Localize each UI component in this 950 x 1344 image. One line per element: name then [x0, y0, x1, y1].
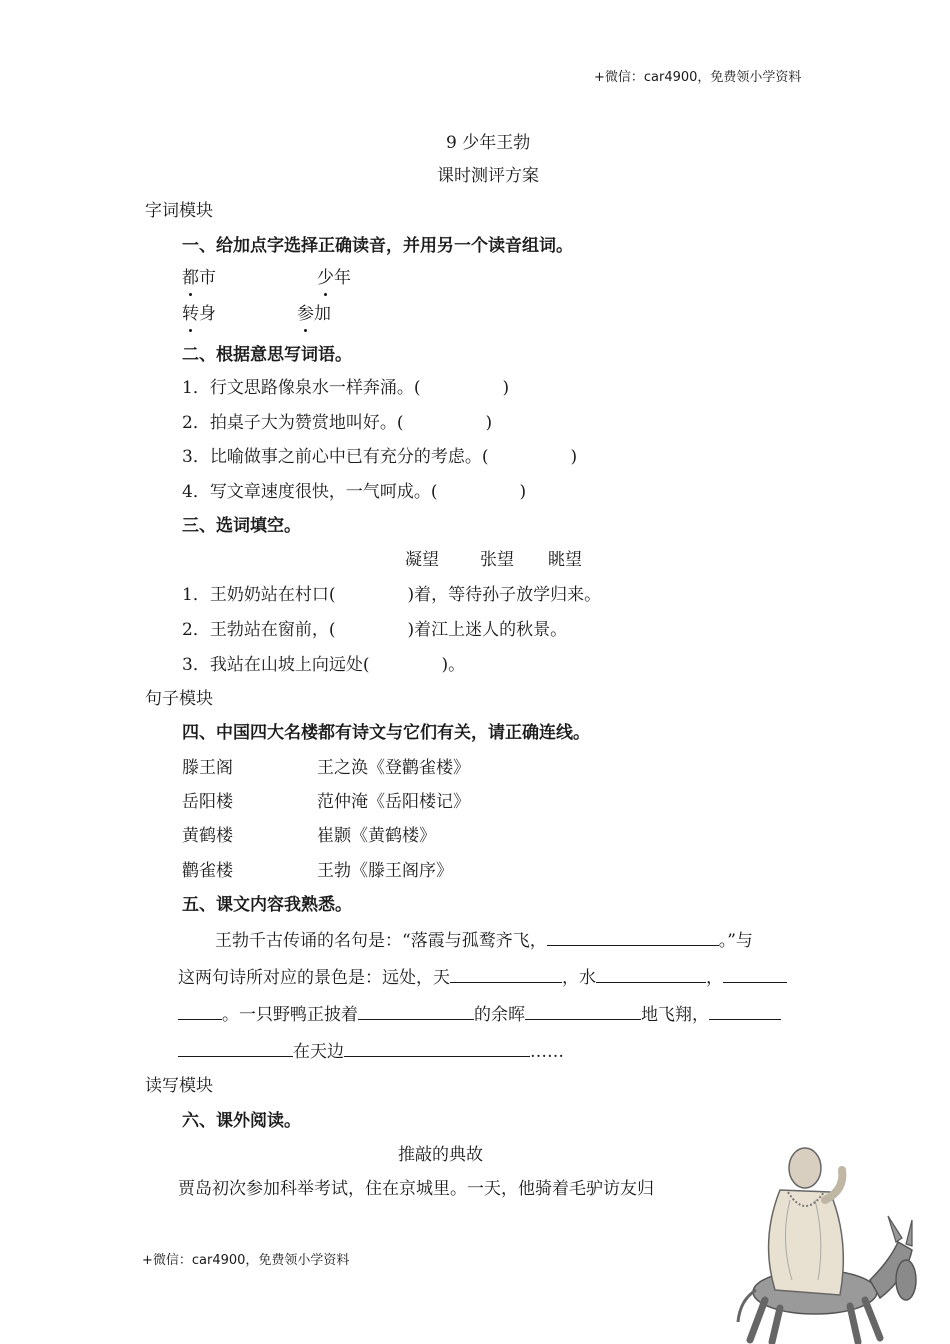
q1-dotted-char: 转	[182, 299, 199, 324]
q2-item: 1．行文思路像泉水一样奔涌。( )	[182, 378, 510, 398]
q1-item	[317, 263, 351, 288]
q5-line: 在天边 ……	[178, 1037, 564, 1062]
q2-item: 3．比喻做事之前心中已有充分的考虑。( )	[182, 447, 578, 467]
q2-item: 2．拍桌子大为赞赏地叫好。( )	[182, 413, 493, 433]
q1-item	[297, 299, 331, 324]
answer-blank[interactable]	[709, 1003, 781, 1020]
q4-poem[interactable]: 范仲淹《岳阳楼记》	[317, 792, 470, 812]
q1-item	[182, 263, 216, 288]
lesson-title: 9 少年王勃	[446, 133, 531, 153]
q4-tower[interactable]: 岳阳楼	[182, 792, 233, 812]
q5-line: 王勃千古传诵的名句是：“落霞与孤鹜齐飞， 。”与	[215, 931, 753, 951]
q3-item: 2．王勃站在窗前，( )着江上迷人的秋景。	[182, 620, 568, 640]
q4-poem[interactable]: 崔颢《黄鹤楼》	[317, 826, 436, 846]
q1-item-rest: 年	[334, 268, 351, 288]
q1-dotted-char: 都	[182, 263, 199, 288]
answer-blank[interactable]	[178, 1040, 293, 1057]
q1-dotted-char: 少	[317, 263, 334, 288]
q3-option: 凝望	[405, 550, 439, 570]
answer-blank[interactable]	[450, 966, 562, 983]
answer-blank[interactable]	[344, 1040, 530, 1057]
q5-line: 。一只野鸭正披着 的余晖 地飞翔，	[178, 1000, 781, 1025]
q3-option: 眺望	[548, 550, 582, 570]
q5-heading: 五、课文内容我熟悉。	[182, 895, 352, 915]
q1-item	[182, 299, 216, 324]
q2-heading: 二、根据意思写词语。	[182, 345, 352, 365]
q4-heading: 四、中国四大名楼都有诗文与它们有关，请正确连线。	[182, 723, 590, 743]
q3-option: 张望	[480, 550, 514, 570]
page-subtitle: 课时测评方案	[437, 166, 539, 186]
q1-item-rest: 加	[314, 304, 331, 324]
answer-blank[interactable]	[178, 1003, 222, 1020]
module-reading-heading: 读写模块	[145, 1076, 213, 1096]
q3-item: 1．王奶奶站在村口( )着，等待孙子放学归来。	[182, 585, 602, 605]
answer-blank[interactable]	[723, 966, 787, 983]
answer-blank[interactable]	[547, 929, 719, 946]
q2-item: 4．写文章速度很快，一气呵成。( )	[182, 482, 527, 502]
q3-heading: 三、选词填空。	[182, 516, 301, 536]
q1-item-rest: 市	[199, 268, 216, 288]
header-wechat-note: +微信：car4900，免费领小学资料	[594, 70, 802, 85]
answer-blank[interactable]	[358, 1003, 474, 1020]
q1-dotted-char: 参	[297, 299, 314, 324]
story-paragraph: 贾岛初次参加科举考试，住在京城里。一天，他骑着毛驴访友归	[178, 1179, 654, 1199]
monk-on-donkey-illustration	[720, 1130, 920, 1344]
module-words-heading: 字词模块	[145, 201, 213, 221]
q6-heading: 六、课外阅读。	[182, 1111, 301, 1131]
q1-heading: 一、给加点字选择正确读音，并用另一个读音组词。	[182, 236, 573, 256]
q5-line: 这两句诗所对应的景色是：远处，天 ，水 ，	[178, 963, 787, 988]
q4-tower[interactable]: 黄鹤楼	[182, 826, 233, 846]
story-title: 推敲的典故	[398, 1145, 483, 1165]
q4-poem[interactable]: 王勃《滕王阁序》	[317, 861, 453, 881]
answer-blank[interactable]	[596, 966, 706, 983]
footer-wechat-note: +微信：car4900，免费领小学资料	[142, 1253, 350, 1268]
answer-blank[interactable]	[525, 1003, 641, 1020]
module-sentences-heading: 句子模块	[145, 689, 213, 709]
q4-tower[interactable]: 滕王阁	[182, 758, 233, 778]
q3-item: 3．我站在山坡上向远处( )。	[182, 655, 466, 675]
q4-poem[interactable]: 王之涣《登鹳雀楼》	[317, 758, 470, 778]
q4-tower[interactable]: 鹳雀楼	[182, 861, 233, 881]
q1-item-rest: 身	[199, 304, 216, 324]
